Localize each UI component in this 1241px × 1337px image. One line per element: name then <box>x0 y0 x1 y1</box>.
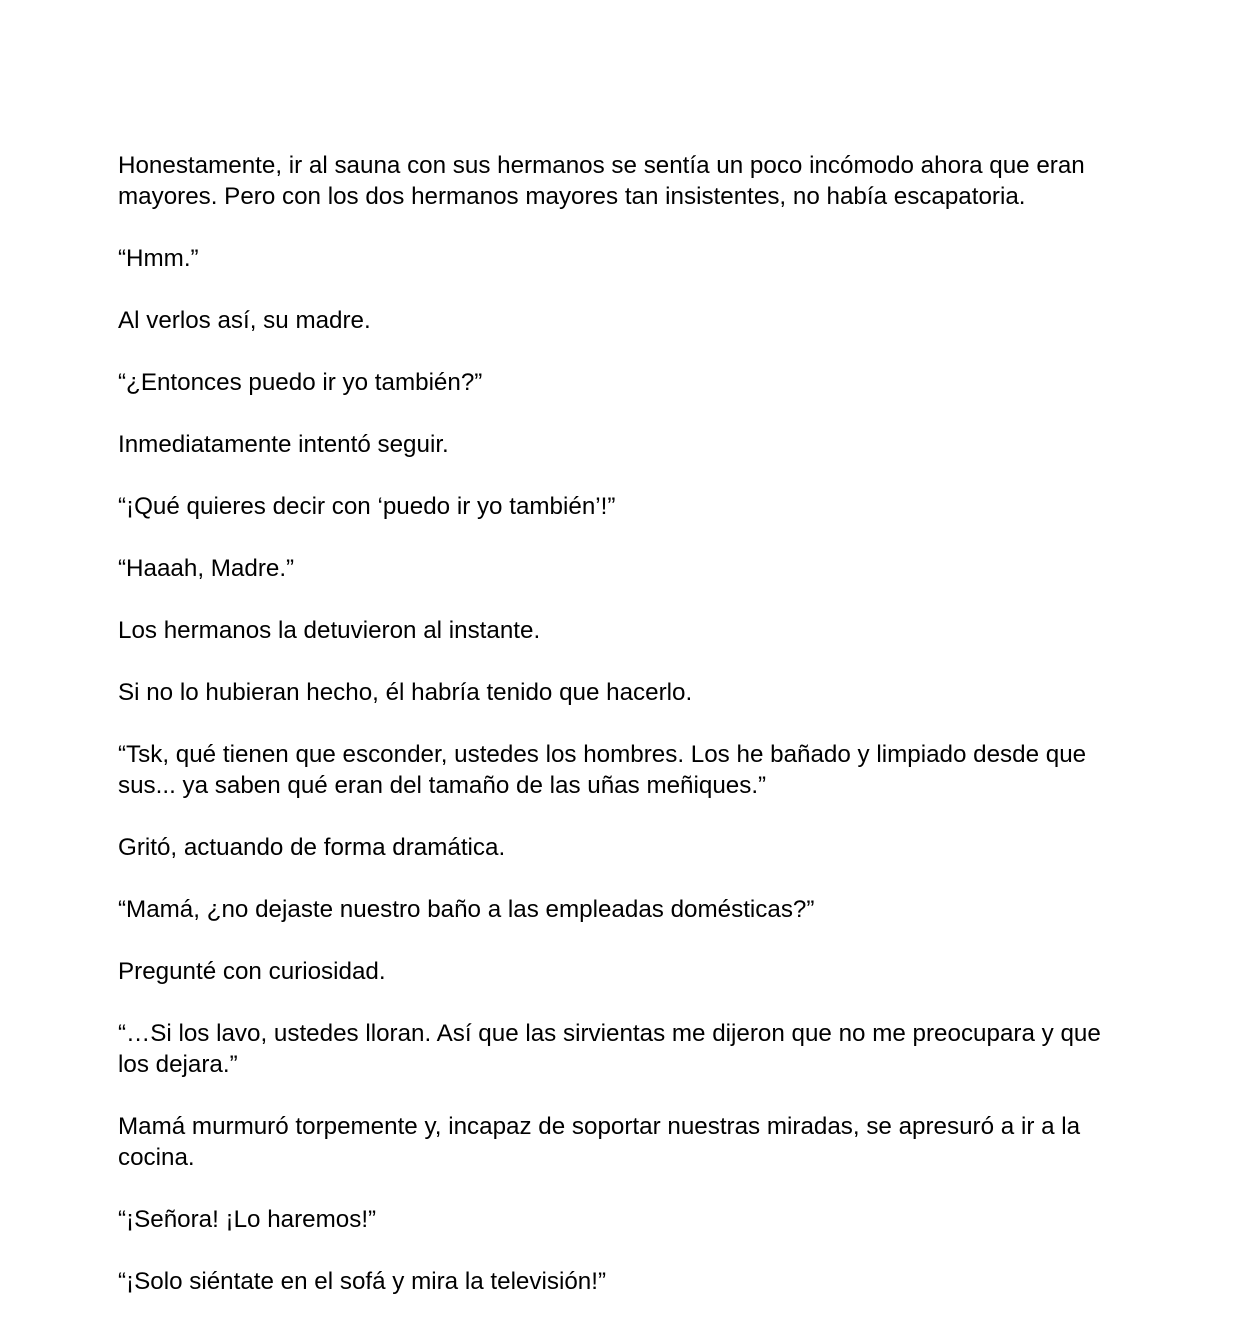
paragraph: “…Si los lavo, ustedes lloran. Así que las sirvientas me dijeron que no me preocupara y que los dejara.” <box>118 1020 1101 1078</box>
paragraph: Los hermanos la detuvieron al instante. <box>118 617 541 644</box>
paragraph: Honestamente, ir al sauna con sus hermanos se sentía un poco incómodo ahora que eran mayores. Pero con los dos hermanos mayores tan insistentes, no había escapatoria. <box>118 152 1085 210</box>
paragraph: Al verlos así, su madre. <box>118 307 371 334</box>
paragraph: “¡Qué quieres decir con ‘puedo ir yo también’!” <box>118 493 616 520</box>
paragraph: “Mamá, ¿no dejaste nuestro baño a las empleadas domésticas?” <box>118 896 815 923</box>
paragraph: Gritó, actuando de forma dramática. <box>118 834 506 861</box>
paragraph: “¿Entonces puedo ir yo también?” <box>118 369 483 396</box>
paragraph: “¡Señora! ¡Lo haremos!” <box>118 1206 377 1233</box>
paragraph: Mamá murmuró torpemente y, incapaz de soportar nuestras miradas, se apresuró a ir a la cocina. <box>118 1113 1081 1171</box>
paragraph: Pregunté con curiosidad. <box>118 958 386 985</box>
paragraph: Inmediatamente intentó seguir. <box>118 431 449 458</box>
paragraph: “Tsk, qué tienen que esconder, ustedes los hombres. Los he bañado y limpiado desde que sus... ya saben qué eran del tamaño de las uñas meñiques.” <box>118 741 1087 799</box>
paragraph: “Hmm.” <box>118 245 199 272</box>
paragraph: “Haaah, Madre.” <box>118 555 295 582</box>
paragraph: Si no lo hubieran hecho, él habría tenido que hacerlo. <box>118 679 693 706</box>
document-body <box>118 150 1108 1297</box>
paragraph: “¡Solo siéntate en el sofá y mira la televisión!” <box>118 1268 607 1295</box>
